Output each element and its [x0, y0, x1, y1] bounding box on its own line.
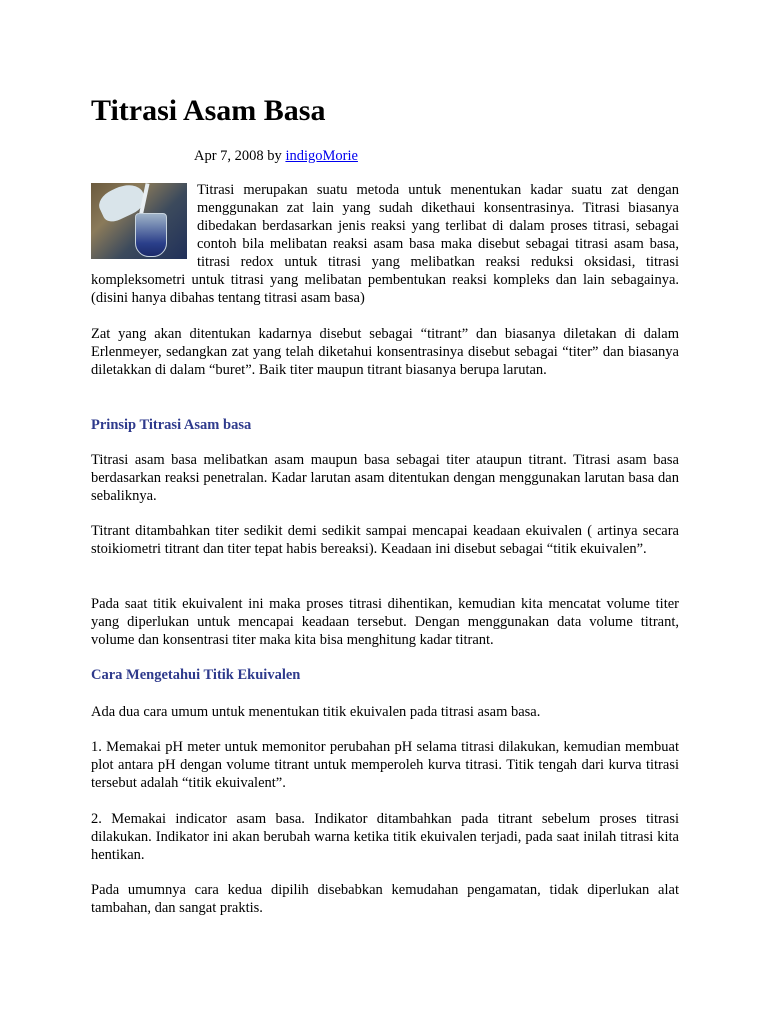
article-date: Apr 7, 2008 by	[194, 148, 286, 164]
cara-paragraph-1-block	[91, 703, 679, 721]
prinsip-paragraph-2: Titrant ditambahkan titer sedikit demi sedikit sampai mencapai keadaan ekuivalen ( artinya secara stoikiometri titrant dan titer tepat habis bereaksi). Keadaan ini disebut sebagai “titik ekuivalen”.	[91, 523, 679, 557]
cara-paragraph-4: Pada umumnya cara kedua dipilih disebabkan kemudahan pengamatan, tidak diperlukan alat tambahan, dan sangat praktis.	[91, 882, 679, 916]
heading-cara-block	[91, 666, 679, 684]
cara-paragraph-1: Ada dua cara umum untuk menentukan titik ekuivalen pada titrasi asam basa.	[91, 704, 541, 720]
prinsip-paragraph-3: Pada saat titik ekuivalent ini maka proses titrasi dihentikan, kemudian kita mencatat volume titer yang diperlukan untuk mencapai keadaan tersebut. Dengan menggunakan data volume titrant, volume dan konsentrasi titer maka kita bisa menghitung kadar titrant.	[91, 596, 679, 648]
cara-paragraph-3: 2. Memakai indicator asam basa. Indikator ditambahkan pada titrant sebelum proses titrasi dilakukan. Indikator ini akan berubah warna ketika titik ekuivalen terjadi, pada saat inilah titrasi kita hentikan.	[91, 811, 679, 863]
article-meta	[194, 147, 358, 165]
cara-paragraph-2-block	[91, 738, 679, 792]
titration-photo	[91, 183, 187, 259]
prinsip-paragraph-1-block	[91, 451, 679, 505]
flask-shape	[135, 213, 167, 257]
heading-prinsip-block	[91, 416, 679, 434]
prinsip-paragraph-2-block	[91, 522, 679, 558]
cara-paragraph-3-block	[91, 810, 679, 864]
intro-paragraph-1: Titrasi merupakan suatu metoda untuk menentukan kadar suatu zat dengan menggunakan zat lain yang sudah dikethaui konsentrasinya. Titrasi biasanya dibedakan berdasarkan jenis reaksi yang terlibat di dalam proses titrasi, sebagai contoh bila melibatan reaksi asam basa maka disebut sebagai titrasi asam basa, titrasi redox untuk titrasi yang melibatkan reaksi reduksi oksidasi, titrasi kompleksometri untuk titrasi yang melibatan pembentukan reaksi kompleks dan lain sebagainya. (disini hanya dibahas tentang titrasi asam basa)	[91, 182, 679, 306]
intro-paragraph-2-block	[91, 325, 679, 379]
prinsip-paragraph-3-block	[91, 595, 679, 649]
prinsip-paragraph-1: Titrasi asam basa melibatkan asam maupun basa sebagai titer ataupun titrant. Titrasi asam basa berdasarkan reaksi penetralan. Kadar larutan asam ditentukan dengan menggunakan larutan basa dan sebaliknya.	[91, 452, 679, 504]
article-title: Titrasi Asam Basa	[91, 94, 326, 127]
intro-paragraph-2: Zat yang akan ditentukan kadarnya disebut sebagai “titrant” dan biasanya diletakan di dalam Erlenmeyer, sedangkan zat yang telah diketahui konsentrasinya disebut sebagai “titer” dan biasanya diletakkan di dalam “buret”. Baik titer maupun titrant biasanya berupa larutan.	[91, 326, 679, 378]
heading-cara: Cara Mengetahui Titik Ekuivalen	[91, 667, 301, 683]
cara-paragraph-4-block	[91, 881, 679, 917]
heading-prinsip: Prinsip Titrasi Asam basa	[91, 417, 252, 433]
intro-section	[91, 181, 679, 307]
cara-paragraph-2: 1. Memakai pH meter untuk memonitor perubahan pH selama titrasi dilakukan, kemudian membuat plot antara pH dengan volume titrant untuk memperoleh kurva titrasi. Titik tengah dari kurva titrasi tersebut adalah “titik ekuivalent”.	[91, 739, 679, 791]
author-link[interactable]: indigoMorie	[285, 148, 358, 164]
